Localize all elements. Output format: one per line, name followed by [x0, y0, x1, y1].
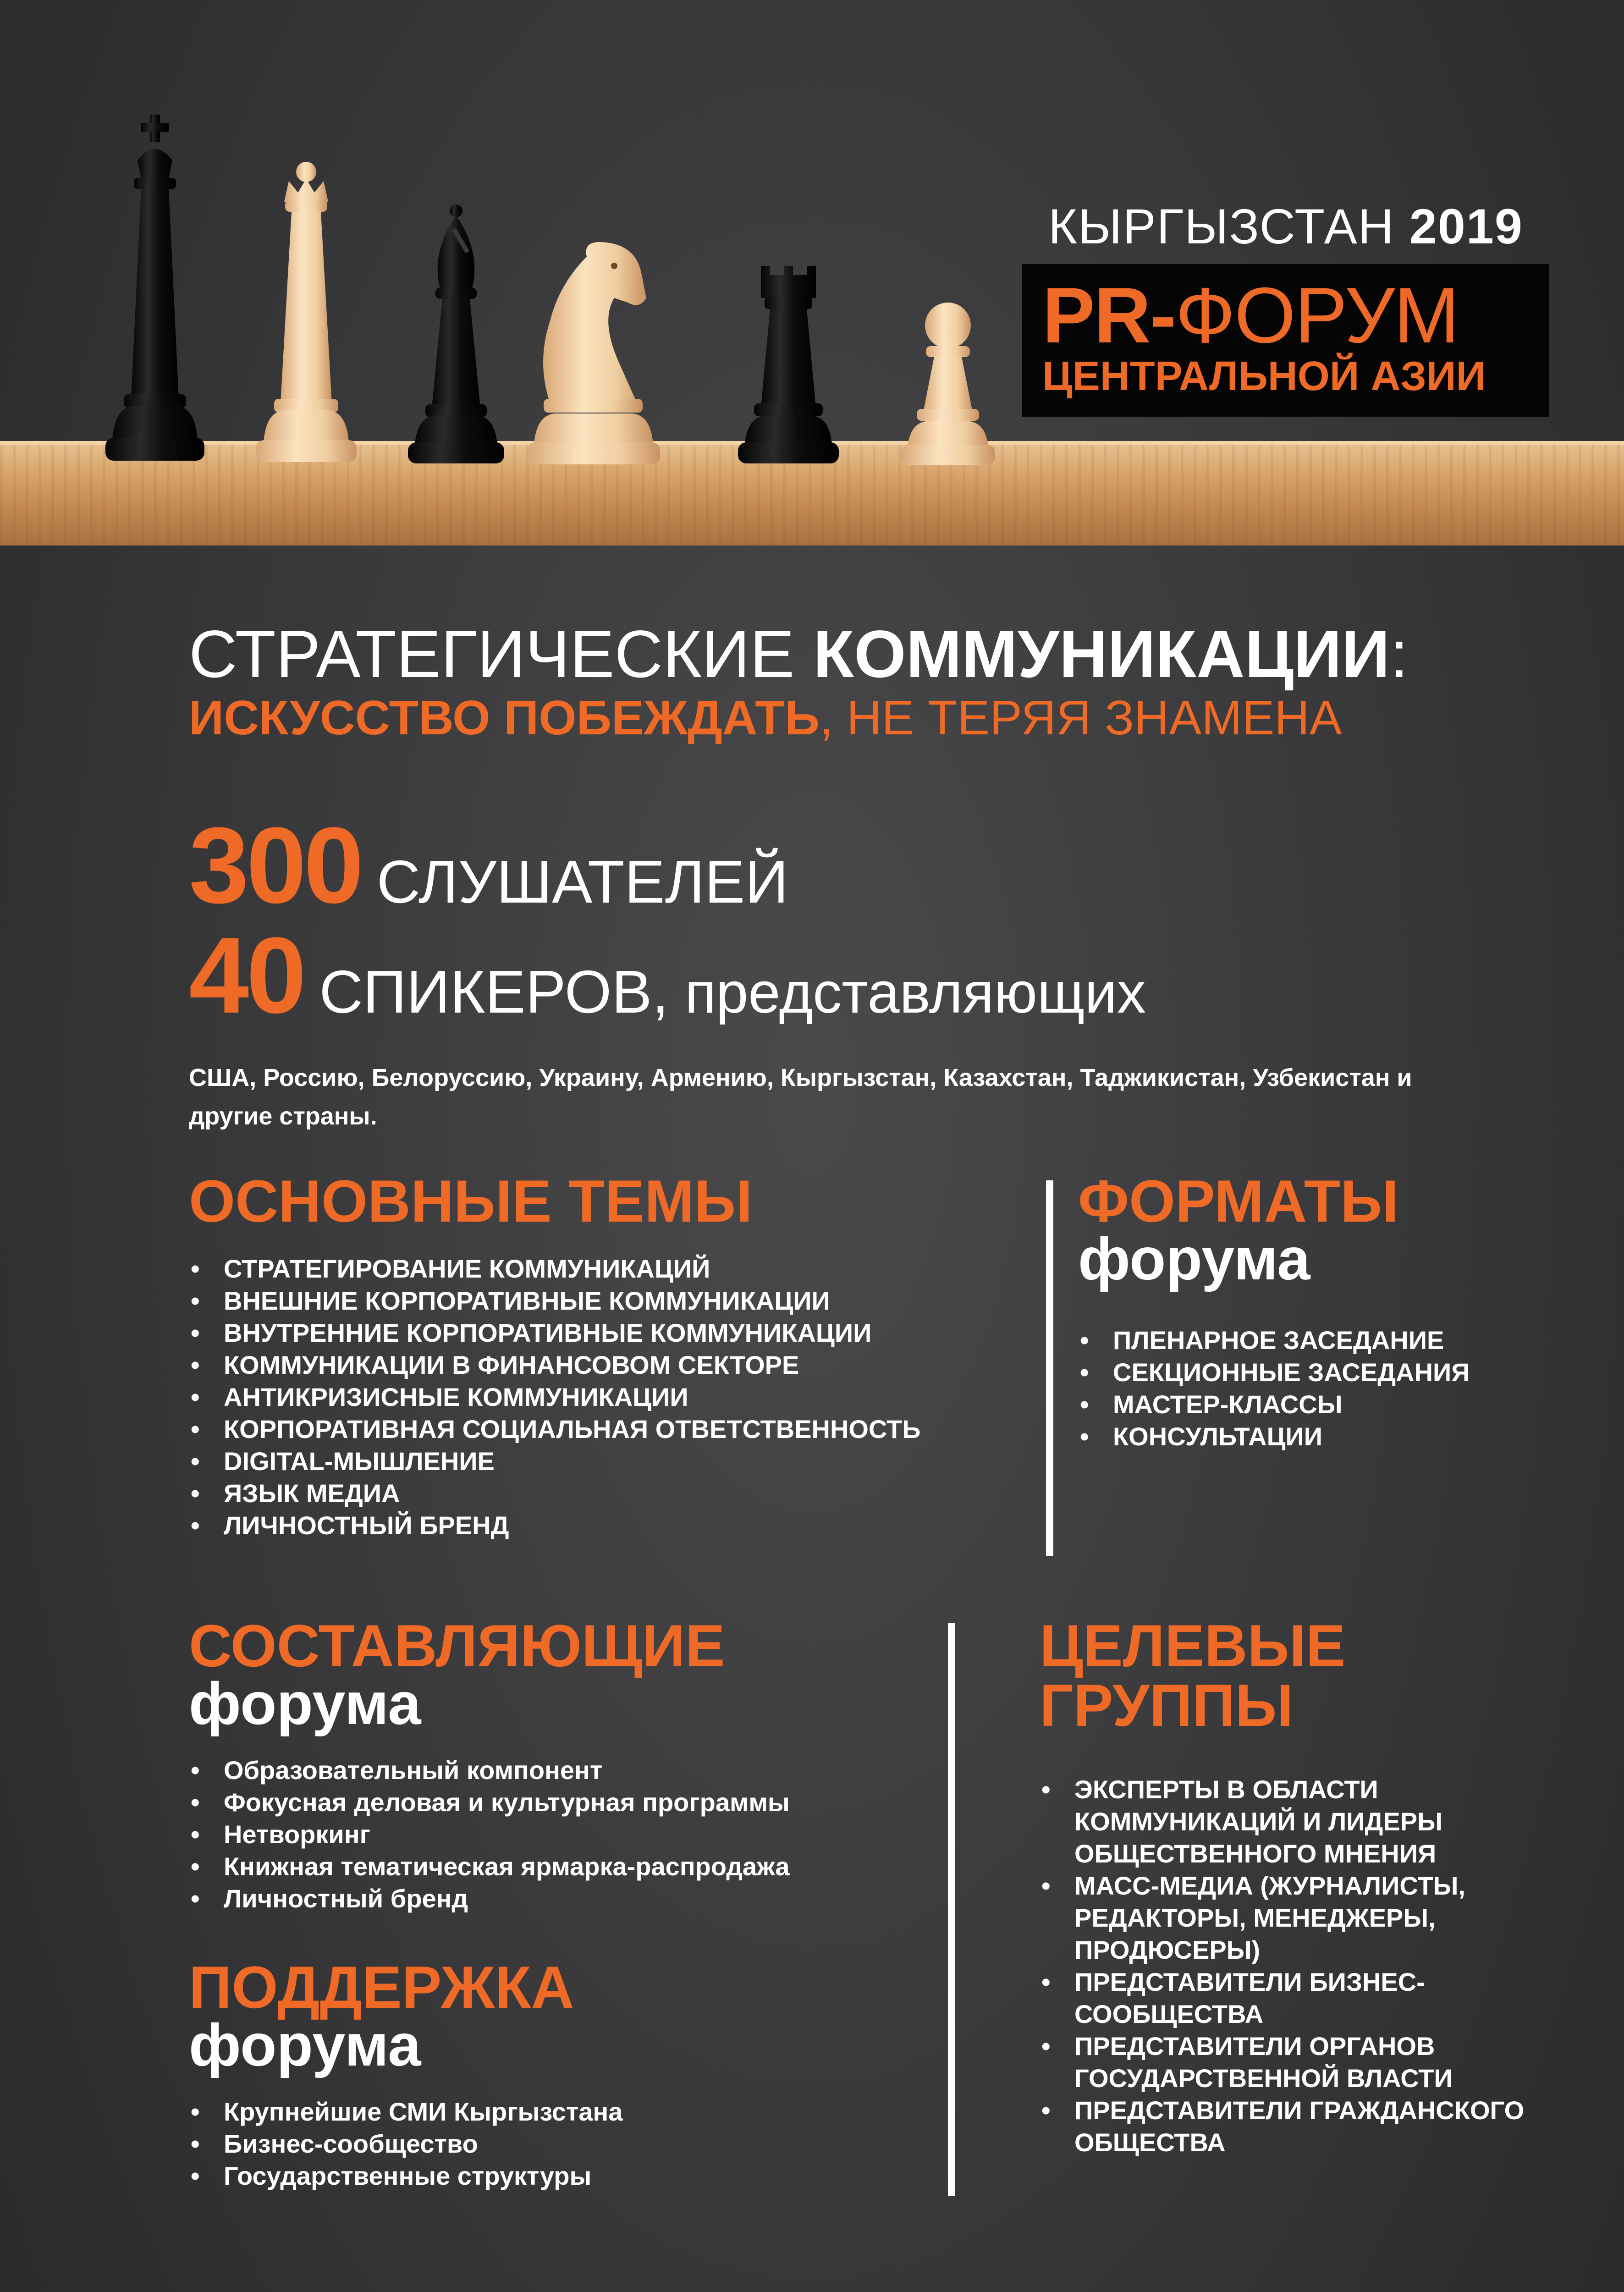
listeners-number: 300	[189, 805, 361, 926]
event-region: ЦЕНТРАЛЬНОЙ АЗИИ	[1042, 353, 1486, 399]
list-item: • Государственные структуры	[189, 2160, 622, 2192]
list-item: • МАСТЕР-КЛАССЫ	[1078, 1388, 1470, 1421]
list-item: • DIGITAL-МЫШЛЕНИЕ	[189, 1445, 920, 1477]
list-item: • ЭКСПЕРТЫ В ОБЛАСТИ КОММУНИКАЦИЙ И ЛИДЕРЫ ОБЩЕСТВЕННОГО МНЕНИЯ	[1040, 1774, 1567, 1870]
stat-listeners	[189, 805, 1146, 926]
list-item: • ПРЕДСТАВИТЕЛИ БИЗНЕС-СООБЩЕСТВА	[1040, 1966, 1567, 2030]
list-item: • ПРЕДСТАВИТЕЛИ ОРГАНОВ ГОСУДАРСТВЕННОЙ ВЛАСТИ	[1040, 2030, 1567, 2094]
header-banner	[0, 0, 1624, 545]
divider-line	[948, 1623, 955, 2196]
bishop-piece-icon	[408, 204, 504, 463]
support-subtitle: форума	[189, 2011, 421, 2078]
event-year: 2019	[1409, 198, 1523, 254]
knight-piece-icon	[527, 242, 660, 464]
stats-block	[189, 805, 1146, 1036]
king-piece-icon	[105, 115, 204, 461]
headline-bold: КОММУНИКАЦИИ	[813, 617, 1390, 691]
list-item: • ЯЗЫК МЕДИА	[189, 1477, 920, 1510]
event-title-block	[1022, 198, 1549, 417]
list-item: • Крупнейшие СМИ Кыргызстана	[189, 2096, 622, 2128]
formats-section	[1078, 1168, 1470, 1453]
list-item: • КОММУНИКАЦИИ В ФИНАНСОВОМ СЕКТОРЕ	[189, 1349, 920, 1381]
formats-title: ФОРМАТЫ	[1078, 1168, 1399, 1234]
event-country-year	[1022, 198, 1549, 254]
rook-piece-icon	[738, 266, 839, 463]
headline	[189, 619, 1409, 747]
list-item: • СЕКЦИОННЫЕ ЗАСЕДАНИЯ	[1078, 1356, 1470, 1388]
headline-slogan-bold: ИСКУССТВО ПОБЕЖДАТЬ	[189, 691, 820, 745]
formats-subtitle: форума	[1078, 1225, 1310, 1292]
target-title-line-1: ЦЕЛЕВЫЕ	[1040, 1612, 1346, 1679]
components-section	[189, 1612, 790, 1915]
list-item: • Личностный бренд	[189, 1883, 790, 1915]
target-section	[1040, 1612, 1567, 2159]
chess-pieces-illustration	[87, 105, 1027, 500]
list-item: • ВНУТРЕННИЕ КОРПОРАТИВНЫЕ КОММУНИКАЦИИ	[189, 1317, 920, 1349]
list-item: • ПРЕДСТАВИТЕЛИ ГРАЖДАНСКОГО ОБЩЕСТВА	[1040, 2094, 1567, 2159]
list-item: • Нетворкинг	[189, 1818, 790, 1851]
headline-colon: :	[1390, 617, 1409, 691]
stat-speakers	[189, 915, 1146, 1036]
list-item: • КОРПОРАТИВНАЯ СОЦИАЛЬНАЯ ОТВЕТСТВЕННОСТЬ	[189, 1413, 920, 1445]
target-title-line-2: ГРУППЫ	[1040, 1672, 1294, 1739]
target-list	[1040, 1774, 1567, 2159]
list-item: • Книжная тематическая ярмарка-распродажа	[189, 1851, 790, 1883]
pawn-piece-icon	[901, 303, 995, 465]
queen-piece-icon	[256, 162, 357, 462]
formats-list	[1078, 1324, 1470, 1453]
headline-regular: СТРАТЕГИЧЕСКИЕ	[189, 617, 813, 691]
headline-line-2	[189, 689, 1409, 747]
list-item: • СТРАТЕГИРОВАНИЕ КОММУНИКАЦИЙ	[189, 1253, 920, 1285]
listeners-label: СЛУШАТЕЛЕЙ	[376, 848, 789, 915]
components-list	[189, 1754, 790, 1915]
speakers-number: 40	[189, 915, 304, 1036]
headline-slogan-regular: , НЕ ТЕРЯЯ ЗНАМЕНА	[820, 691, 1342, 745]
list-item: • ЛИЧНОСТНЫЙ БРЕНД	[189, 1510, 920, 1542]
event-title-box	[1022, 264, 1549, 417]
event-title	[1042, 271, 1536, 359]
themes-list	[189, 1253, 920, 1542]
list-item: • Образовательный компонент	[189, 1754, 790, 1786]
list-item: • ВНЕШНИЕ КОРПОРАТИВНЫЕ КОММУНИКАЦИИ	[189, 1285, 920, 1317]
support-section	[189, 1954, 623, 2192]
list-item: • Бизнес-сообщество	[189, 2128, 622, 2160]
event-pr: PR-	[1042, 271, 1176, 359]
components-subtitle: форума	[189, 1670, 421, 1737]
list-item: • КОНСУЛЬТАЦИИ	[1078, 1421, 1470, 1453]
countries-text: США, Россию, Белоруссию, Украину, Армению, Кыргызстан, Казахстан, Таджикистан, Узбекистан и другие страны.	[189, 1064, 1412, 1130]
components-title: СОСТАВЛЯЮЩИЕ	[189, 1612, 725, 1679]
themes-title: ОСНОВНЫЕ ТЕМЫ	[189, 1168, 753, 1234]
event-country: КЫРГЫЗСТАН	[1048, 198, 1395, 254]
event-forum: ФОРУМ	[1175, 271, 1459, 359]
themes-section	[189, 1168, 921, 1542]
support-list	[189, 2096, 622, 2192]
list-item: • МАСС-МЕДИА (ЖУРНАЛИСТЫ, РЕДАКТОРЫ, МЕНЕДЖЕРЫ, ПРОДЮСЕРЫ)	[1040, 1870, 1567, 1966]
speakers-label: СПИКЕРОВ,	[319, 958, 669, 1025]
headline-line-1	[189, 619, 1409, 689]
speakers-label-group	[319, 958, 1146, 1025]
list-item: • АНТИКРИЗИСНЫЕ КОММУНИКАЦИИ	[189, 1381, 920, 1413]
speakers-suffix: представляющих	[669, 960, 1146, 1025]
divider-line	[1046, 1180, 1053, 1556]
list-item: • Фокусная деловая и культурная программы	[189, 1786, 790, 1818]
list-item: • ПЛЕНАРНОЕ ЗАСЕДАНИЕ	[1078, 1324, 1470, 1356]
support-title: ПОДДЕРЖКА	[189, 1954, 574, 2021]
